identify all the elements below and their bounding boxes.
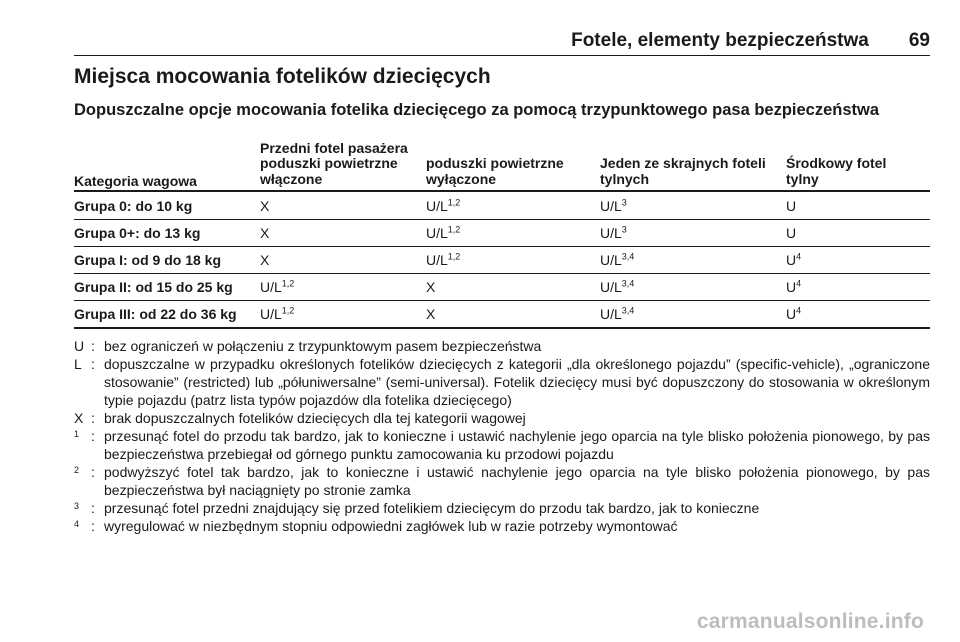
cell-value: U bbox=[786, 279, 797, 295]
section-subtitle: Dopuszczalne opcje mocowania fotelika dziecięcego za pomocą trzypunktowego pasa bezpieczeństwa bbox=[74, 101, 880, 119]
column-header-airbags-on bbox=[260, 155, 398, 187]
cell-value: U/L bbox=[426, 225, 448, 241]
cell-value: U/L bbox=[600, 306, 622, 322]
column-header-airbags-off bbox=[426, 155, 564, 187]
footnote-ref: 1,2 bbox=[447, 224, 461, 235]
table-cell bbox=[786, 279, 801, 295]
cell-value: U/L bbox=[426, 252, 448, 268]
legend-note bbox=[74, 463, 930, 499]
table-cell bbox=[426, 225, 460, 241]
legend-note bbox=[74, 409, 930, 427]
table-cell bbox=[260, 225, 269, 241]
page-number: 69 bbox=[908, 30, 930, 51]
cell-value: X bbox=[260, 225, 270, 241]
note-separator: : bbox=[91, 518, 95, 534]
column-header-line: włączone bbox=[260, 171, 323, 187]
column-header-line: tylnych bbox=[600, 171, 650, 187]
chapter-title: Fotele, elementy bezpieczeństwa bbox=[571, 30, 869, 51]
column-header-line: Jeden ze skrajnych foteli bbox=[600, 155, 766, 171]
cell-value: U/L bbox=[260, 279, 282, 295]
footnote-ref: 1,2 bbox=[447, 197, 461, 208]
cell-value: U bbox=[786, 306, 797, 322]
weight-category-cell: Grupa I: od 9 do 18 kg bbox=[74, 252, 222, 268]
note-text: wyregulować w niezbędnym stopniu odpowiedni zagłówek lub w razie potrzeby wymontować bbox=[104, 518, 678, 534]
table-cell bbox=[426, 252, 460, 268]
table-cell bbox=[786, 306, 801, 322]
note-key: 4 bbox=[74, 519, 80, 529]
column-header-line: Środkowy fotel bbox=[786, 155, 887, 171]
weight-category-header: Kategoria wagowa bbox=[74, 173, 197, 189]
table-cell bbox=[426, 306, 435, 322]
table-cell bbox=[260, 198, 269, 214]
table-cell bbox=[426, 198, 460, 214]
cell-value: U/L bbox=[426, 198, 448, 214]
cell-value: X bbox=[260, 252, 270, 268]
note-text: podwyższyć fotel tak bardzo, jak to konieczne i ustawić nachylenie jego oparcia na tyle blisko położenia pionowego, by pas bezpieczeństwa był naciągnięty po stronie zamka bbox=[104, 464, 930, 498]
footnote-ref: 4 bbox=[796, 305, 802, 316]
footnote-ref: 1,2 bbox=[281, 278, 295, 289]
table-row bbox=[74, 247, 930, 274]
weight-category-cell: Grupa III: od 22 do 36 kg bbox=[74, 306, 237, 322]
footnote-ref: 4 bbox=[796, 251, 802, 262]
table-cell bbox=[600, 306, 634, 322]
front-seat-group-header: Przedni fotel pasażera bbox=[260, 140, 408, 156]
note-key: 2 bbox=[74, 465, 80, 475]
note-key: X bbox=[74, 410, 84, 426]
cell-value: U/L bbox=[600, 279, 622, 295]
cell-value: U/L bbox=[600, 198, 622, 214]
table-cell bbox=[786, 198, 796, 214]
table-cell bbox=[260, 306, 294, 322]
note-key: U bbox=[74, 338, 85, 354]
note-separator: : bbox=[91, 338, 95, 354]
note-key: 3 bbox=[74, 501, 80, 511]
footnote-ref: 1,2 bbox=[281, 305, 295, 316]
header-divider bbox=[74, 55, 930, 56]
cell-value: U bbox=[786, 225, 797, 241]
weight-category-cell: Grupa II: od 15 do 25 kg bbox=[74, 279, 233, 295]
column-header-rear-middle bbox=[786, 155, 886, 187]
note-text: przesunąć fotel do przodu tak bardzo, jak to konieczne i ustawić nachylenie jego oparcia na tyle blisko położenia pionowego, by pas bezpieczeństwa przebiegał od górnego punktu zamocowania ku przodowi pojazdu bbox=[104, 428, 930, 462]
cell-value: X bbox=[426, 279, 436, 295]
footnote-ref: 3,4 bbox=[621, 278, 635, 289]
column-header-line: wyłączone bbox=[426, 171, 497, 187]
cell-value: U bbox=[786, 198, 797, 214]
note-separator: : bbox=[91, 356, 95, 372]
cell-value: X bbox=[260, 198, 270, 214]
weight-category-cell: Grupa 0: do 10 kg bbox=[74, 198, 193, 214]
legend-notes bbox=[74, 337, 930, 535]
footnote-ref: 3 bbox=[621, 224, 627, 235]
column-header-line: poduszki powietrzne bbox=[426, 155, 564, 171]
column-header-line: poduszki powietrzne bbox=[260, 155, 398, 171]
column-header-rear-outer bbox=[600, 155, 766, 187]
table-row bbox=[74, 220, 930, 247]
cell-value: U/L bbox=[600, 252, 622, 268]
table-cell bbox=[786, 225, 796, 241]
table-cell bbox=[600, 198, 627, 214]
note-key: L bbox=[74, 356, 82, 372]
note-key: 1 bbox=[74, 429, 80, 439]
table-cell bbox=[426, 279, 435, 295]
footnote-ref: 3 bbox=[621, 197, 627, 208]
note-text: dopuszczalne w przypadku określonych fotelików dziecięcych z kategorii „dla określonego pojazdu” (specific-vehicle), „ograniczone stosowanie” (restricted) lub „półuniwersalne” (semi-universal). Fotelik dziecięcy musi być dopuszczony do stosowania w określonym typie pojazdu (patrz lista typów pojazdów dla fotelika dziecięcego) bbox=[104, 356, 930, 408]
cell-value: X bbox=[426, 306, 436, 322]
table-row bbox=[74, 274, 930, 301]
table-cell bbox=[786, 252, 801, 268]
note-separator: : bbox=[91, 464, 95, 480]
table-cell bbox=[260, 279, 294, 295]
weight-category-cell: Grupa 0+: do 13 kg bbox=[74, 225, 201, 241]
note-separator: : bbox=[91, 410, 95, 426]
note-separator: : bbox=[91, 500, 95, 516]
note-separator: : bbox=[91, 428, 95, 444]
note-text: brak dopuszczalnych fotelików dziecięcych dla tej kategorii wagowej bbox=[104, 410, 526, 426]
cell-value: U/L bbox=[600, 225, 622, 241]
table-header-divider bbox=[74, 190, 930, 192]
legend-note bbox=[74, 337, 930, 355]
legend-note bbox=[74, 499, 930, 517]
column-header-line: tylny bbox=[786, 171, 819, 187]
footnote-ref: 3,4 bbox=[621, 251, 635, 262]
footnote-ref: 3,4 bbox=[621, 305, 635, 316]
legend-note bbox=[74, 427, 930, 463]
footnote-ref: 4 bbox=[796, 278, 802, 289]
table-cell bbox=[260, 252, 269, 268]
table-cell bbox=[600, 225, 627, 241]
section-title: Miejsca mocowania fotelików dziecięcych bbox=[74, 65, 491, 88]
legend-note bbox=[74, 355, 930, 409]
cell-value: U bbox=[786, 252, 797, 268]
table-header bbox=[74, 140, 930, 188]
table-body bbox=[74, 193, 930, 329]
table-row bbox=[74, 301, 930, 329]
note-text: przesunąć fotel przedni znajdujący się przed fotelikiem dziecięcym do przodu tak bardzo, jak to konieczne bbox=[104, 500, 760, 516]
table-row bbox=[74, 193, 930, 220]
cell-value: U/L bbox=[260, 306, 282, 322]
note-text: bez ograniczeń w połączeniu z trzypunktowym pasem bezpieczeństwa bbox=[104, 338, 542, 354]
table-cell bbox=[600, 279, 634, 295]
legend-note bbox=[74, 517, 930, 535]
footnote-ref: 1,2 bbox=[447, 251, 461, 262]
watermark: carmanualsonline.info bbox=[696, 610, 924, 633]
running-header bbox=[74, 30, 930, 52]
table-cell bbox=[600, 252, 634, 268]
